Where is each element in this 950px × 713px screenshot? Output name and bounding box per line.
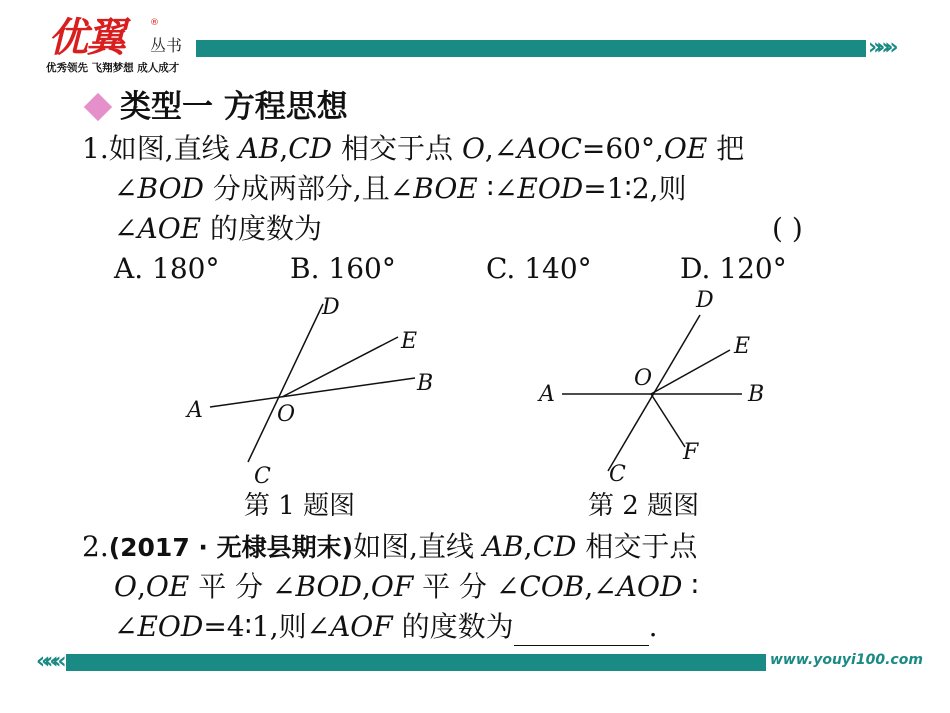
fig2-label-a: A	[539, 382, 555, 407]
fig1-line-ab	[210, 378, 415, 407]
fig1-label-d: D	[322, 295, 340, 320]
q2-line-3: ∠EOD=4∶1,则∠AOF 的度数为 .	[114, 608, 658, 646]
q2-source: (2017 · 无棣县期末)	[108, 533, 354, 562]
fig2-label-o: O	[634, 366, 653, 391]
fig1-label-c: C	[254, 464, 271, 489]
q2-line-2: O,OE 平 分 ∠BOD,OF 平 分 ∠COB,∠AOD ∶	[114, 570, 699, 603]
header-bar	[196, 40, 866, 57]
fig2-label-e: E	[734, 334, 751, 359]
section-title-text: 类型一 方程思想	[120, 89, 348, 125]
diamond-bullet-icon	[84, 93, 112, 121]
fig2-label-f: F	[683, 440, 699, 465]
fig2-ray-of	[651, 394, 685, 447]
figure-1	[170, 290, 460, 490]
registered-mark: ®	[150, 18, 159, 28]
fig2-caption: 第 2 题图	[588, 491, 700, 521]
q1-line-2: ∠BOD 分成两部分,且∠BOE ∶∠EOD=1∶2,则	[114, 172, 687, 205]
q1-line-3: ∠AOE 的度数为	[114, 212, 323, 245]
section-title	[80, 86, 348, 128]
brand-logo: 优翼	[48, 15, 124, 61]
q1-line-1: 1.如图,直线 AB,CD 相交于点 O,∠AOC=60°,OE 把	[82, 132, 745, 165]
footer-bar	[66, 654, 766, 671]
fig1-label-a: A	[187, 398, 203, 423]
q1-option-a: A. 180°	[114, 252, 220, 285]
q1-answer-bracket: ( )	[772, 212, 803, 245]
q1-option-b: B. 160°	[290, 252, 396, 285]
fig2-label-c: C	[609, 462, 626, 487]
fig1-caption: 第 1 题图	[244, 491, 356, 521]
fig1-line-cd	[248, 304, 323, 462]
brand-slogan: 优秀领先 飞翔梦想 成人成才	[46, 62, 180, 74]
q1-option-c: C. 140°	[486, 252, 592, 285]
fig1-label-b: B	[417, 371, 434, 396]
fig1-label-o: O	[277, 402, 296, 427]
fig2-ray-oe	[651, 350, 730, 394]
fig2-label-b: B	[748, 382, 765, 407]
footer-website[interactable]: www.youyi100.com	[770, 652, 923, 668]
q1-option-d: D. 120°	[680, 252, 787, 285]
q2-line-1: 2.(2017 · 无棣县期末)如图,直线 AB,CD 相交于点	[82, 530, 698, 563]
brand-series-label: 丛书	[150, 36, 183, 55]
footer-arrows-icon: «««	[36, 649, 61, 674]
header-arrows-icon: »»»	[868, 35, 893, 60]
q2-answer-blank[interactable]	[514, 619, 649, 646]
figure-2	[530, 285, 790, 490]
fig1-label-e: E	[401, 329, 418, 354]
fig2-label-d: D	[696, 288, 714, 313]
